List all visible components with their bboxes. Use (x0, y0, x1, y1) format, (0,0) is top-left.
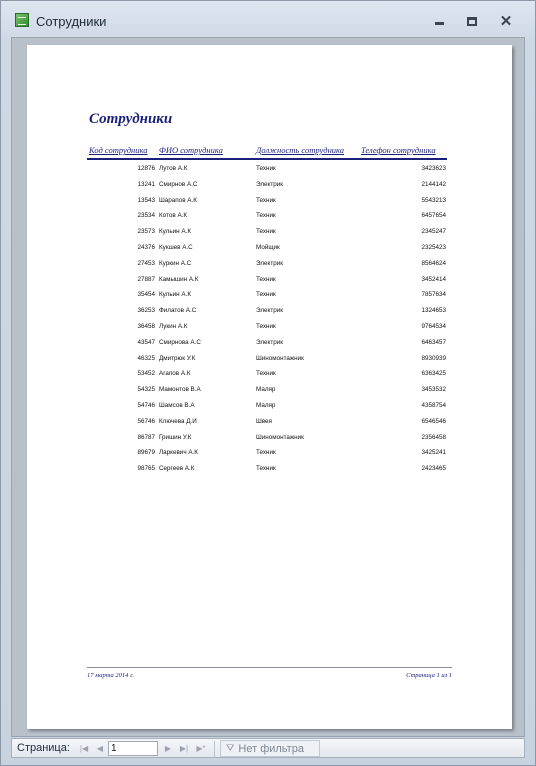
cell-phone: 6546546 (421, 417, 446, 425)
restore-button[interactable] (459, 12, 485, 30)
cell-phone: 2325423 (421, 243, 446, 251)
cell-position: Техник (256, 165, 276, 172)
last-page-icon[interactable]: ▶| (179, 744, 189, 753)
table-row (87, 193, 449, 209)
cell-position: Маляр (256, 401, 276, 409)
cell-code: 23573 (137, 228, 155, 236)
cell-phone: 3452414 (421, 275, 446, 283)
cell-phone: 3423623 (421, 165, 446, 172)
cell-code: 86787 (137, 433, 155, 441)
cell-code: 12876 (137, 165, 155, 172)
table-row (87, 224, 449, 240)
cell-name: Агапов А.К (159, 370, 191, 378)
cell-name: Лукин А.К (159, 322, 188, 330)
cell-position: Шиномонтажник (256, 354, 304, 362)
restore-icon (467, 17, 477, 26)
cell-name: Сергеев А.К (159, 465, 195, 473)
cell-code: 23534 (137, 212, 155, 220)
window-title: Сотрудники (36, 14, 107, 29)
cell-name: Ключева Д.И (159, 417, 197, 425)
cell-position: Электрик (256, 307, 283, 315)
table-row (87, 445, 449, 461)
cell-code: 24376 (137, 243, 155, 251)
cell-position: Техник (256, 196, 276, 204)
column-headers (89, 145, 449, 157)
cell-code: 43547 (137, 338, 155, 346)
nav-separator (214, 741, 215, 757)
table-row (87, 366, 449, 382)
cell-position: Швея (256, 417, 272, 425)
table-row (87, 335, 449, 351)
table-row (87, 240, 449, 256)
report-icon (15, 13, 29, 27)
cell-name: Шарапов А.К (159, 196, 197, 204)
cell-phone: 6457654 (421, 212, 446, 220)
cell-name: Филатов А.С (159, 307, 197, 315)
cell-phone: 5543213 (421, 196, 446, 204)
cell-position: Мойщик (256, 243, 280, 251)
cell-code: 36458 (137, 322, 155, 330)
cell-position: Техник (256, 212, 276, 220)
table-row (87, 382, 449, 398)
cell-phone: 2345247 (421, 228, 446, 236)
cell-code: 54325 (137, 386, 155, 394)
table-row (87, 414, 449, 430)
cell-phone: 8930939 (421, 354, 446, 362)
table-row (87, 287, 449, 303)
cell-code: 46325 (137, 354, 155, 362)
cell-code: 98765 (137, 465, 155, 473)
cell-position: Электрик (256, 338, 283, 346)
cell-code: 89679 (137, 449, 155, 457)
table-row (87, 351, 449, 367)
cell-name: Кульин А.К (159, 291, 191, 299)
record-navigation-bar (11, 738, 525, 758)
report-page (27, 45, 512, 729)
table-row (87, 272, 449, 288)
cell-code: 35454 (137, 291, 155, 299)
table-row (87, 461, 449, 477)
footer-divider (87, 667, 452, 668)
table-row (87, 398, 449, 414)
cell-phone: 1324653 (421, 307, 446, 315)
page-label: Страница: (17, 742, 70, 754)
filter-button[interactable] (220, 740, 320, 757)
table-row (87, 177, 449, 193)
cell-name: Ларкевич А.К (159, 449, 198, 457)
cell-name: Шамсов В.А (159, 401, 195, 409)
cell-code: 13543 (137, 196, 155, 204)
table-row (87, 430, 449, 446)
filter-icon: ⛛ (226, 743, 235, 754)
cell-phone: 2144142 (421, 180, 446, 188)
cell-phone: 4358754 (421, 401, 446, 409)
cell-phone: 8564624 (421, 259, 446, 267)
cell-code: 53452 (137, 370, 155, 378)
close-icon: ✕ (499, 12, 513, 30)
cell-name: Смирнов А.С (159, 180, 198, 188)
cell-code: 27453 (137, 259, 155, 267)
cell-name: Куркин А.С (159, 259, 192, 267)
table-row (87, 319, 449, 335)
cell-phone: 3453532 (421, 386, 446, 394)
cell-phone: 2423465 (421, 465, 446, 473)
cell-name: Дмитрюк У.К (159, 354, 196, 362)
cell-name: Кукшев А.С (159, 243, 193, 251)
cell-phone: 2356458 (421, 433, 446, 441)
report-title: Сотрудники (89, 111, 173, 127)
cell-phone: 7857634 (421, 291, 446, 299)
minimize-icon (435, 22, 444, 25)
header-position: Должность сотрудника (256, 145, 345, 155)
cell-code: 27887 (137, 275, 155, 283)
table-row (87, 208, 449, 224)
first-page-icon[interactable]: |◀ (79, 744, 89, 753)
cell-phone: 6363425 (421, 370, 446, 378)
cell-position: Техник (256, 291, 276, 299)
header-phone: Телефон сотрудника (361, 145, 436, 155)
cell-phone: 6463457 (421, 338, 446, 346)
cell-phone: 3425241 (421, 449, 446, 457)
cell-position: Техник (256, 275, 276, 283)
cell-position: Электрик (256, 259, 283, 267)
page-number-input[interactable] (108, 741, 158, 756)
report-canvas[interactable] (11, 37, 525, 737)
footer-page-number: Страница 1 из 1 (406, 672, 452, 679)
cell-name: Гришин У.К (159, 433, 192, 441)
cell-name: Котов А.К (159, 212, 188, 220)
cell-position: Электрик (256, 180, 283, 188)
cell-position: Техник (256, 465, 276, 473)
close-button[interactable] (493, 12, 519, 30)
cell-position: Маляр (256, 386, 276, 394)
header-name: ФИО сотрудника (159, 145, 223, 155)
cell-position: Техник (256, 370, 276, 378)
report-rows (87, 161, 449, 477)
header-divider (87, 158, 447, 160)
cell-code: 13241 (137, 180, 155, 188)
cell-name: Мамонтов В.А (159, 386, 201, 394)
title-bar[interactable] (1, 1, 535, 37)
cell-code: 56746 (137, 417, 155, 425)
next-page-icon[interactable]: ▶ (164, 744, 172, 753)
table-row (87, 161, 449, 177)
cell-phone: 9764534 (421, 322, 446, 330)
cell-position: Техник (256, 322, 276, 330)
cell-code: 54746 (137, 401, 155, 409)
minimize-button[interactable] (426, 12, 452, 30)
filter-label: Нет фильтра (238, 742, 304, 755)
table-row (87, 303, 449, 319)
cell-position: Техник (256, 228, 276, 236)
prev-page-icon[interactable]: ◀ (96, 744, 104, 753)
cell-name: Смирнова А.С (159, 338, 201, 346)
new-page-icon[interactable]: ▶* (196, 744, 206, 753)
cell-name: Кульин А.К (159, 228, 191, 236)
cell-name: Камышин А.К (159, 275, 199, 283)
cell-code: 36253 (137, 307, 155, 315)
header-code: Код сотрудника (89, 145, 148, 155)
cell-name: Лутов А.К (159, 165, 188, 172)
table-row (87, 256, 449, 272)
cell-position: Шиномонтажник (256, 433, 304, 441)
cell-position: Техник (256, 449, 276, 457)
footer-date: 17 марта 2014 г. (87, 672, 135, 679)
